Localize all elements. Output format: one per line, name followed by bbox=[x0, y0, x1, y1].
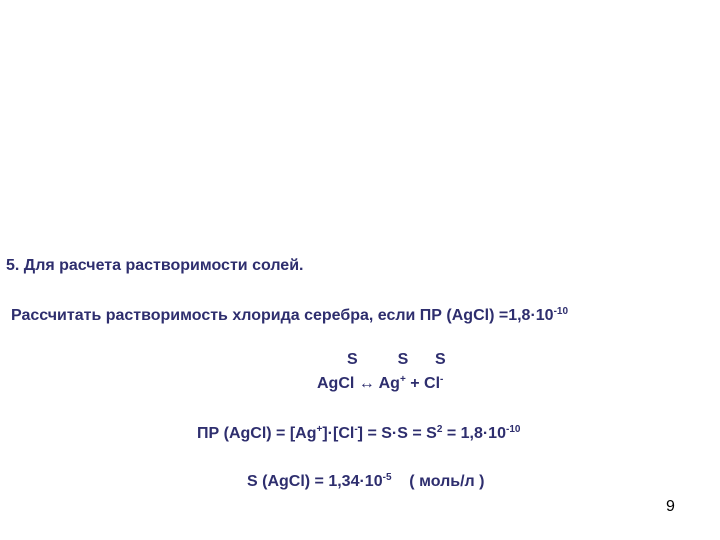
reaction-part-1: AgCl ↔ Ag bbox=[317, 375, 400, 392]
ksp-part-1: ПР (AgCl) = [Ag bbox=[197, 425, 317, 442]
task-exponent: -10 bbox=[553, 306, 569, 317]
section-heading: 5. Для расчета растворимости солей. bbox=[6, 257, 304, 274]
ksp-square: 2 bbox=[436, 424, 443, 435]
result-part-1: S (AgCl) = 1,34·10 bbox=[247, 473, 383, 490]
ksp-part-4: = 1,8·10 bbox=[442, 425, 506, 442]
reaction-charge-ag: + bbox=[399, 374, 406, 385]
ksp-part-2: ]·[Cl bbox=[322, 425, 355, 442]
ksp-charge-ag: + bbox=[316, 424, 323, 435]
reaction-charge-cl: - bbox=[440, 374, 444, 385]
page-number: 9 bbox=[666, 498, 675, 515]
result-units: ( моль/л ) bbox=[391, 473, 485, 490]
solubility-labels-row: S S S bbox=[347, 351, 446, 368]
ksp-exponent: -10 bbox=[505, 424, 521, 435]
task-text: Рассчитать растворимость хлорида серебра, если ПР (AgCl) =1,8·10 bbox=[11, 307, 554, 324]
task-statement bbox=[11, 306, 568, 326]
ksp-charge-cl: - bbox=[354, 424, 358, 435]
result-exponent: -5 bbox=[382, 472, 392, 483]
solubility-result bbox=[247, 472, 484, 492]
ksp-expression bbox=[197, 424, 520, 444]
dissociation-equation bbox=[317, 374, 443, 394]
ksp-part-3: ] = S·S = S bbox=[357, 425, 437, 442]
reaction-part-2: + Cl bbox=[405, 375, 441, 392]
